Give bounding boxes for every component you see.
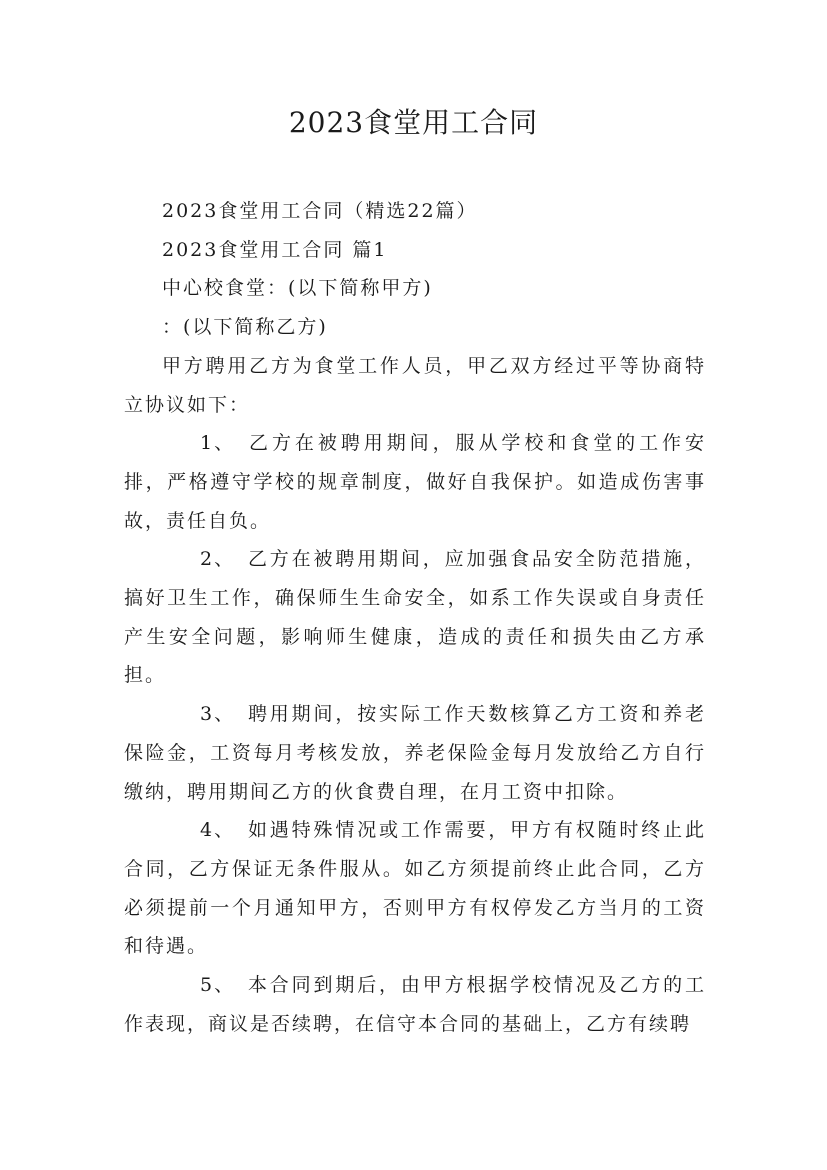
clause-number: 5、 (200, 974, 236, 997)
clause-paragraph (124, 811, 706, 966)
clause-number: 1、 (200, 432, 236, 455)
clause-text: 如遇特殊情况或工作需要，甲方有权随时终止此合同，乙方保证无条件服从。如乙方须提前终止此合同，乙方必须提前一个月通知甲方，否则甲方有权停发乙方当月的工资和待遇。 (124, 819, 706, 958)
clause-text: 乙方在被聘用期间，应加强食品安全防范措施，搞好卫生工作，确保师生生命安全，如系工作失误或自身责任产生安全问题，影响师生健康，造成的责任和损失由乙方承担。 (124, 548, 706, 687)
clause-text: 乙方在被聘用期间，服从学校和食堂的工作安排，严格遵守学校的规章制度，做好自我保护。如造成伤害事故，责任自负。 (124, 432, 706, 532)
section-heading: 2023食堂用工合同 篇1 (162, 238, 388, 261)
document-subtitle: 2023食堂用工合同（精选22篇） (162, 200, 478, 222)
clause-paragraph (124, 424, 706, 540)
intro-paragraph: 甲方聘用乙方为食堂工作人员，甲乙双方经过平等协商特立协议如下： (124, 354, 706, 416)
clause-number: 3、 (200, 703, 236, 726)
clause-number: 4、 (200, 819, 236, 842)
document-title: 2023食堂用工合同 (288, 106, 539, 139)
party-b-line: ：(以下简称乙方) (162, 316, 328, 339)
party-a-line: 中心校食堂：(以下简称甲方) (162, 277, 433, 300)
clause-paragraph (124, 966, 706, 1043)
clause-paragraph (124, 695, 706, 811)
clause-number: 2、 (200, 548, 236, 571)
clause-text: 聘用期间，按实际工作天数核算乙方工资和养老保险金，工资每月考核发放，养老保险金每月发放给乙方自行缴纳，聘用期间乙方的伙食费自理，在月工资中扣除。 (124, 703, 706, 803)
document-body (124, 192, 706, 1043)
clause-paragraph (124, 540, 706, 695)
clause-text: 本合同到期后，由甲方根据学校情况及乙方的工作表现，商议是否续聘，在信守本合同的基础上，乙方有续聘 (124, 974, 706, 1035)
